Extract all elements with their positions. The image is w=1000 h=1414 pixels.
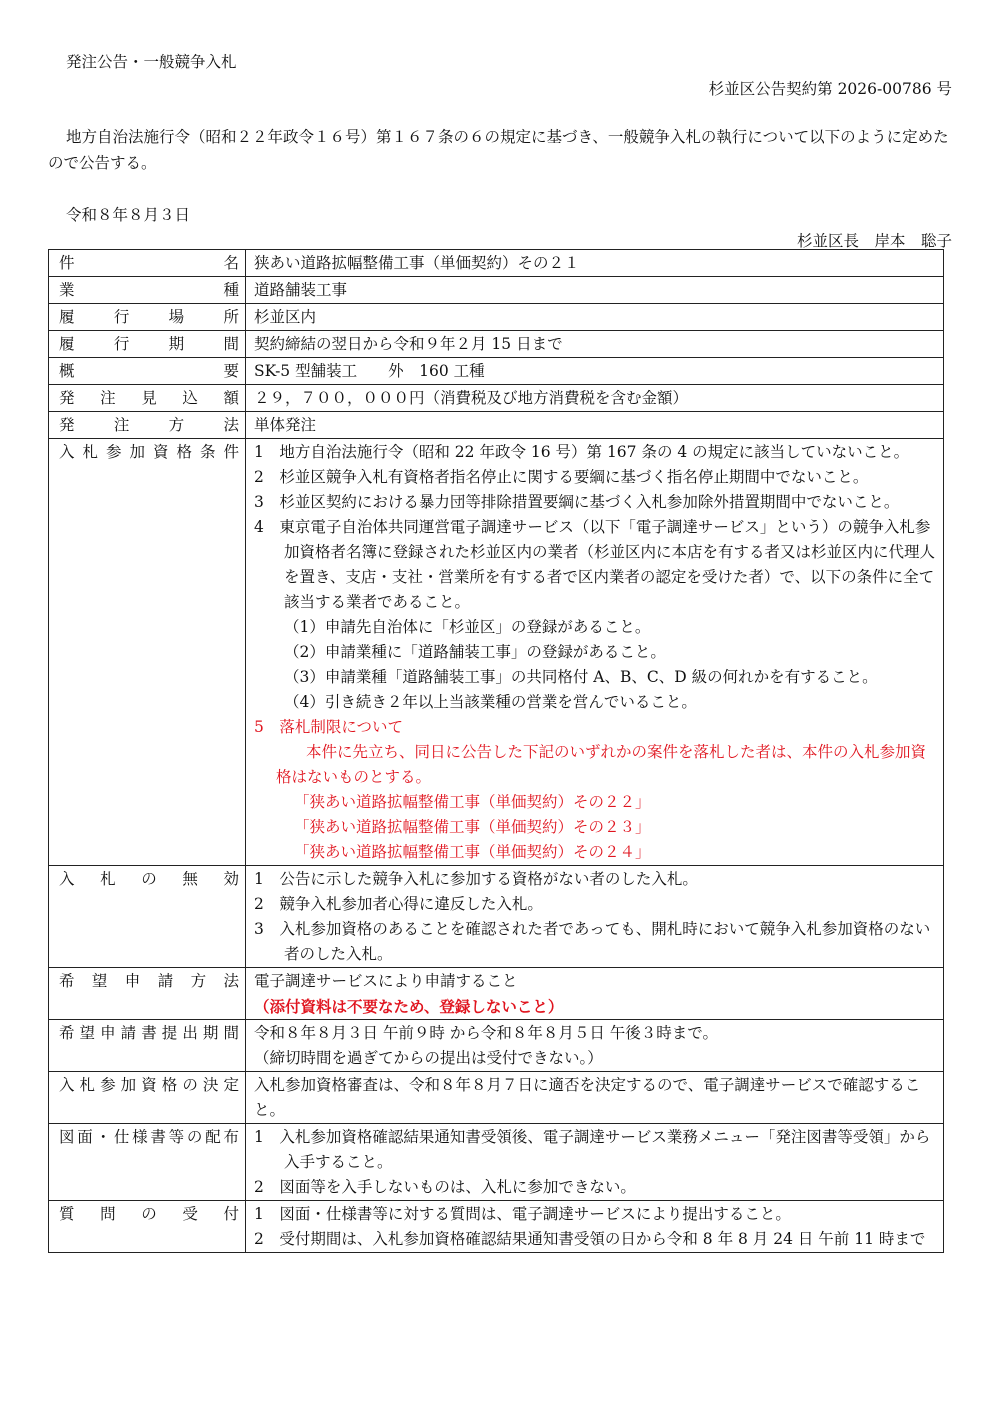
label-method: 発注方法 <box>59 416 239 434</box>
qualification-item-5-body: 本件に先立ち、同日に公告した下記のいずれかの案件を落札した者は、本件の入札参加資格はないものとする。 <box>276 743 927 786</box>
label-decision: 入札参加資格の決定 <box>59 1076 239 1094</box>
label-invalid: 入札の無効 <box>59 870 239 888</box>
value-method: 単体発注 <box>246 412 944 439</box>
row-estimate <box>49 385 944 412</box>
row-method <box>49 412 944 439</box>
row-invalid <box>49 866 944 968</box>
qualification-subitem-1: （1）申請先自治体に「杉並区」の登録があること。 <box>284 618 651 636</box>
row-apply-period <box>49 1020 944 1072</box>
qualification-item-5-case-1: 「狭あい道路拡幅整備工事（単価契約）その２２」 <box>294 793 651 811</box>
notice-kind: 発注公告・一般競争入札 <box>66 53 237 71</box>
row-name <box>49 250 944 277</box>
value-distribution <box>246 1124 944 1201</box>
apply-method-note: （添付資料は不要なため、登録しないこと） <box>254 997 564 1016</box>
value-qualification <box>246 439 944 866</box>
qualification-item-5-case-3: 「狭あい道路拡幅整備工事（単価契約）その２４」 <box>294 843 651 861</box>
intro-paragraph: 地方自治法施行令（昭和２２年政令１６号）第１６７条の６の規定に基づき、一般競争入札の執行について以下のように定めたので公告する。 <box>48 128 949 172</box>
qualification-subitem-3: （3）申請業種「道路舗装工事」の共同格付 A、B、C、D 級の何れかを有すること。 <box>284 668 878 686</box>
value-apply-method <box>246 968 944 1020</box>
qualification-item-5-title: 5 落札制限について <box>254 718 404 736</box>
label-questions: 質問の受付 <box>59 1205 239 1223</box>
label-apply-method: 希望申請方法 <box>59 972 239 990</box>
label-type: 業種 <box>59 281 239 299</box>
value-place: 杉並区内 <box>246 304 944 331</box>
label-qualification: 入札参加資格条件 <box>59 443 239 461</box>
label-estimate: 発注見込額 <box>59 389 239 407</box>
qualification-subitem-4: （4）引き続き２年以上当該業種の営業を営んでいること。 <box>284 693 697 711</box>
label-name: 件名 <box>59 254 239 272</box>
qualification-item-1: 1 地方自治法施行令（昭和 22 年政令 16 号）第 167 条の 4 の規定に該当していないこと。 <box>254 443 910 461</box>
row-distribution <box>49 1124 944 1201</box>
row-summary <box>49 358 944 385</box>
qualification-item-3: 3 杉並区契約における暴力団等排除措置要綱に基づく入札参加除外措置期間中でないこと。 <box>254 493 900 511</box>
distribution-item-2: 2 図面等を入手しないものは、入札に参加できない。 <box>254 1178 636 1196</box>
label-place: 履行場所 <box>59 308 239 326</box>
value-questions <box>246 1201 944 1253</box>
invalid-item-3: 3 入札参加資格のあることを確認された者であっても、開札時において競争入札参加資格のない者のした入札。 <box>254 920 931 963</box>
distribution-item-1: 1 入札参加資格確認結果通知書受領後、電子調達サービス業務メニュー「発注図書等受領」から入手すること。 <box>254 1128 931 1171</box>
signer: 杉並区長 岸本 聡子 <box>796 232 952 250</box>
label-apply-period: 希望申請書提出期間 <box>59 1024 239 1042</box>
invalid-item-2: 2 競争入札参加者心得に違反した入札。 <box>254 895 543 913</box>
label-period: 履行期間 <box>59 335 239 353</box>
value-apply-period <box>246 1020 944 1072</box>
notice-table <box>48 249 944 1253</box>
questions-item-1: 1 図面・仕様書等に対する質問は、電子調達サービスにより提出すること。 <box>254 1205 791 1223</box>
row-qualification <box>49 439 944 866</box>
value-period: 契約締結の翌日から令和９年２月 15 日まで <box>246 331 944 358</box>
questions-item-2: 2 受付期間は、入札参加資格確認結果通知書受領の日から令和 8 年 8 月 24 日 午前 11 時まで <box>254 1230 926 1248</box>
row-place <box>49 304 944 331</box>
qualification-item-2: 2 杉並区競争入札有資格者指名停止に関する要綱に基づく指名停止期間中でないこと。 <box>254 468 869 486</box>
notice-date: 令和８年８月３日 <box>66 206 191 224</box>
value-summary: SK-5 型舗装工 外 160 工種 <box>246 358 944 385</box>
qualification-item-4: 4 東京電子自治体共同運営電子調達サービス（以下「電子調達サービス」という）の競争入札参加資格者名簿に登録された杉並区内の業者（杉並区内に本店を有する者又は杉並区内に代理人を置き、支店・支社・営業所を有する者で区内業者の認定を受けた者）で、以下の条件に全て該当する業者であること。 <box>254 518 936 611</box>
row-type <box>49 277 944 304</box>
row-questions <box>49 1201 944 1253</box>
label-summary: 概要 <box>59 362 239 380</box>
value-invalid <box>246 866 944 968</box>
qualification-subitem-2: （2）申請業種に「道路舗装工事」の登録があること。 <box>284 643 666 661</box>
row-period <box>49 331 944 358</box>
apply-period-note: （締切時間を過ぎてからの提出は受付できない。） <box>254 1049 603 1067</box>
value-decision: 入札参加資格審査は、令和８年８月７日に適否を決定するので、電子調達サービスで確認すること。 <box>246 1072 944 1124</box>
value-estimate: ２９，７００，０００円（消費税及び地方消費税を含む金額） <box>246 385 944 412</box>
invalid-item-1: 1 公告に示した競争入札に参加する資格がない者のした入札。 <box>254 870 698 888</box>
value-name: 狭あい道路拡幅整備工事（単価契約）その２１ <box>246 250 944 277</box>
value-type: 道路舗装工事 <box>246 277 944 304</box>
apply-period-text: 令和８年８月３日 午前９時 から令和８年８月５日 午後３時まで。 <box>254 1024 718 1042</box>
qualification-item-5-case-2: 「狭あい道路拡幅整備工事（単価契約）その２３」 <box>294 818 651 836</box>
document-number: 杉並区公告契約第 2026-00786 号 <box>708 80 952 98</box>
label-distribution: 図面・仕様書等の配布 <box>59 1128 239 1146</box>
apply-method-text: 電子調達サービスにより申請すること <box>254 972 518 990</box>
row-decision <box>49 1072 944 1124</box>
row-apply-method <box>49 968 944 1020</box>
